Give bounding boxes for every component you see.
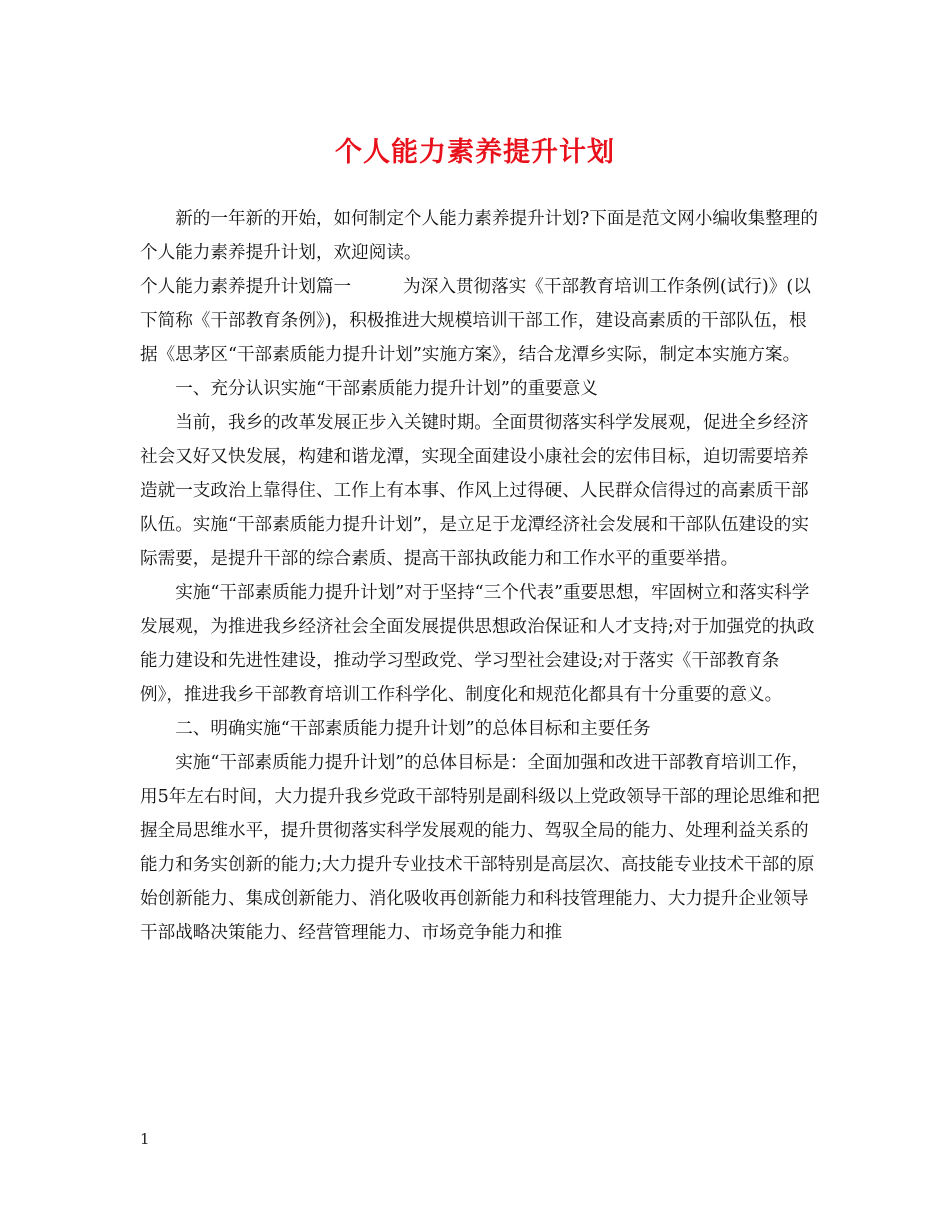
paragraph-2: 实施“干部素质能力提升计划”对于坚持“三个代表”重要思想，牢固树立和落实科学发展观，为推进我乡经济社会全面发展提供思想政治保证和人才支持;对于加强党的执政能力建设和先进性建设，推动学习型政党、学习型社会建设;对于落实《干部教育条例》，推进我乡干部教育培训工作科学化、制度化和规范化都具有十分重要的意义。 <box>140 583 815 705</box>
paragraph-3: 实施“干部素质能力提升计划”的总体目标是：全面加强和改进干部教育培训工作，用5年左右时间，大力提升我乡党政干部特别是副科级以上党政领导干部的理论思维和把握全局思维水平，提升贯彻落实科学发展观的能力、驾驭全局的能力、处理利益关系的能力和务实创新的能力;大力提升专业技术干部特别是高层次、高技能专业技术干部的原始创新能力、集成创新能力、消化吸收再创新能力和科技管理能力、大力提升企业领导干部战略决策能力、经营管理能力、市场竞争能力和推 <box>140 753 820 943</box>
section-label: 个人能力素养提升计划篇一 <box>140 277 352 297</box>
section-first-paragraph <box>140 270 820 372</box>
document-body <box>140 202 820 950</box>
paragraph-1: 当前，我乡的改革发展正步入关键时期。全面贯彻落实科学发展观，促进全乡经济社会又好又快发展，构建和谐龙潭，实现全面建设小康社会的宏伟目标，迫切需要培养造就一支政治上靠得住、工作上有本事、作风上过得硬、人民群众信得过的高素质干部队伍。实施“干部素质能力提升计划”，是立足于龙潭经济社会发展和干部队伍建设的实际需要，是提升干部的综合素质、提高干部执政能力和工作水平的重要举措。 <box>140 413 809 569</box>
page-number: 1 <box>140 1130 150 1148</box>
intro-paragraph: 新的一年新的开始，如何制定个人能力素养提升计划?下面是范文网小编收集整理的个人能力素养提升计划，欢迎阅读。 <box>140 209 818 263</box>
document-title: 个人能力素养提升计划 <box>335 137 615 168</box>
section-first-paragraph-text: 为深入贯彻落实《干部教育培训工作条例(试行)》(以下简称《干部教育条例》)，积极推进大规模培训干部工作，建设高素质的干部队伍，根据《思茅区“干部素质能力提升计划”实施方案》，结合龙潭乡实际，制定本实施方案。 <box>140 277 811 365</box>
heading-1: 一、充分认识实施“干部素质能力提升计划”的重要意义 <box>175 379 598 399</box>
heading-2: 二、明确实施“干部素质能力提升计划”的总体目标和主要任务 <box>175 719 651 739</box>
